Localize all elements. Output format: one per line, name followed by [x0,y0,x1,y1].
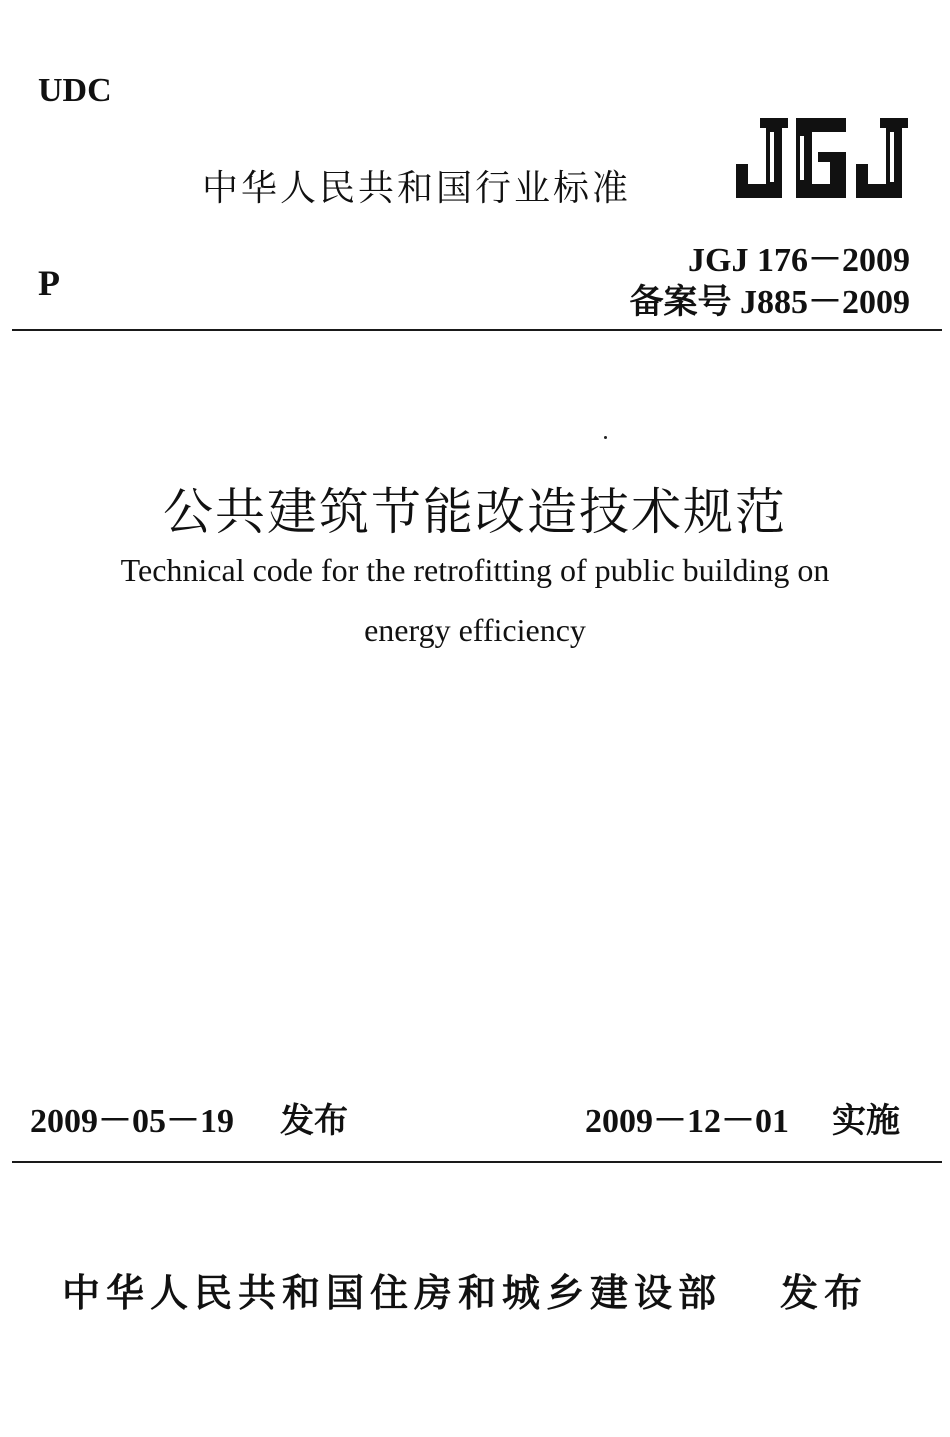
classification-label: P [38,263,60,303]
udc-label: UDC [38,72,112,109]
publisher-action: 发布 [780,1271,869,1315]
filing-number: 备案号 J885－2009 [629,284,910,321]
issue-date: 2009－05－19 [30,1103,234,1140]
issue-label: 发布 [280,1101,348,1141]
print-speck [604,436,607,439]
title-english-line1: Technical code for the retrofitting of public building on [120,552,830,588]
implement-label: 实施 [832,1101,900,1141]
title-chinese: 公共建筑节能改造技术规范 [163,484,787,540]
bottom-divider [12,1161,942,1163]
standard-number: JGJ 176－2009 [688,242,910,279]
jgj-logo [730,112,912,204]
publisher: 中华人民共和国住房和城乡建设部 [62,1271,723,1315]
title-english-line2: energy efficiency [364,612,586,648]
implement-date: 2009－12－01 [585,1103,789,1140]
top-divider [12,329,942,331]
standard-type: 中华人民共和国行业标准 [202,168,632,209]
